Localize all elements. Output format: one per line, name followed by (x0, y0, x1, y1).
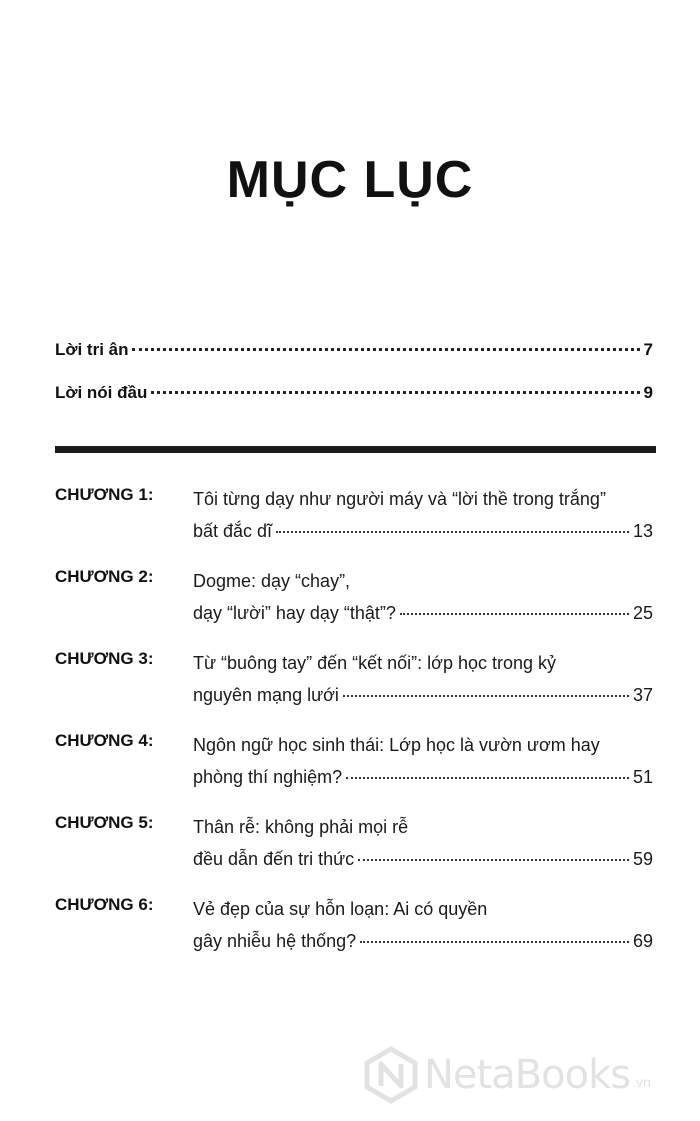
chapter-page: 37 (632, 685, 653, 705)
chapter-page: 69 (632, 931, 653, 951)
chapter-label: CHƯƠNG 6: (55, 895, 154, 914)
dot-leader (360, 941, 629, 943)
watermark (362, 1046, 651, 1104)
dot-leader (400, 613, 629, 615)
dot-leader (151, 391, 639, 394)
chapter-title-line: bất đắc dĩ (193, 521, 273, 541)
chapter-label: CHƯƠNG 2: (55, 567, 154, 586)
dot-leader (346, 777, 629, 779)
section-divider (55, 446, 656, 453)
chapter-title-line: Thân rễ: không phải mọi rễ (193, 817, 409, 837)
watermark-suffix: .vn (632, 1074, 651, 1090)
chapter-title-line: Ngôn ngữ học sinh thái: Lớp học là vườn ươm hay (193, 735, 600, 755)
toc-entry-label: Lời tri ân (55, 340, 129, 359)
chapter-label: CHƯƠNG 1: (55, 485, 154, 504)
dot-leader (358, 859, 629, 861)
chapter-title-line: đều dẫn đến tri thức (193, 849, 355, 869)
chapter-title-line: Dogme: dạy “chay”, (193, 571, 351, 591)
chapter-title-line: phòng thí nghiệm? (193, 767, 343, 787)
chapter-label: CHƯƠNG 3: (55, 649, 154, 668)
netabooks-logo-icon (362, 1046, 420, 1104)
chapter-title-line: gây nhiễu hệ thống? (193, 931, 357, 951)
watermark-brand: NetaBooks (424, 1052, 631, 1098)
dot-leader (276, 531, 629, 533)
chapter-title-line: Vẻ đẹp của sự hỗn loạn: Ai có quyền (193, 899, 488, 919)
toc-entry-preface[interactable] (55, 383, 653, 403)
chapter-title-line: Từ “buông tay” đến “kết nối”: lớp học trong kỷ (193, 653, 557, 673)
chapter-page: 51 (632, 767, 653, 787)
toc-entry-acknowledgements[interactable] (55, 340, 653, 360)
chapter-page: 25 (632, 603, 653, 623)
chapter-title-line: Tôi từng dạy như người máy và “lời thề trong trắng” (193, 489, 606, 509)
dot-leader (132, 348, 639, 351)
toc-entry-page: 9 (643, 383, 653, 402)
chapter-title-line: dạy “lười” hay dạy “thật”? (193, 603, 396, 623)
chapter-page: 13 (632, 521, 653, 541)
toc-entry-page: 7 (643, 340, 653, 359)
chapter-page: 59 (632, 849, 653, 869)
chapter-label: CHƯƠNG 5: (55, 813, 154, 832)
chapter-title-line: nguyên mạng lưới (193, 685, 339, 705)
chapter-label: CHƯƠNG 4: (55, 731, 154, 750)
dot-leader (343, 695, 629, 697)
page-title: MỤC LỤC (226, 151, 474, 209)
toc-entry-label: Lời nói đầu (55, 383, 148, 402)
